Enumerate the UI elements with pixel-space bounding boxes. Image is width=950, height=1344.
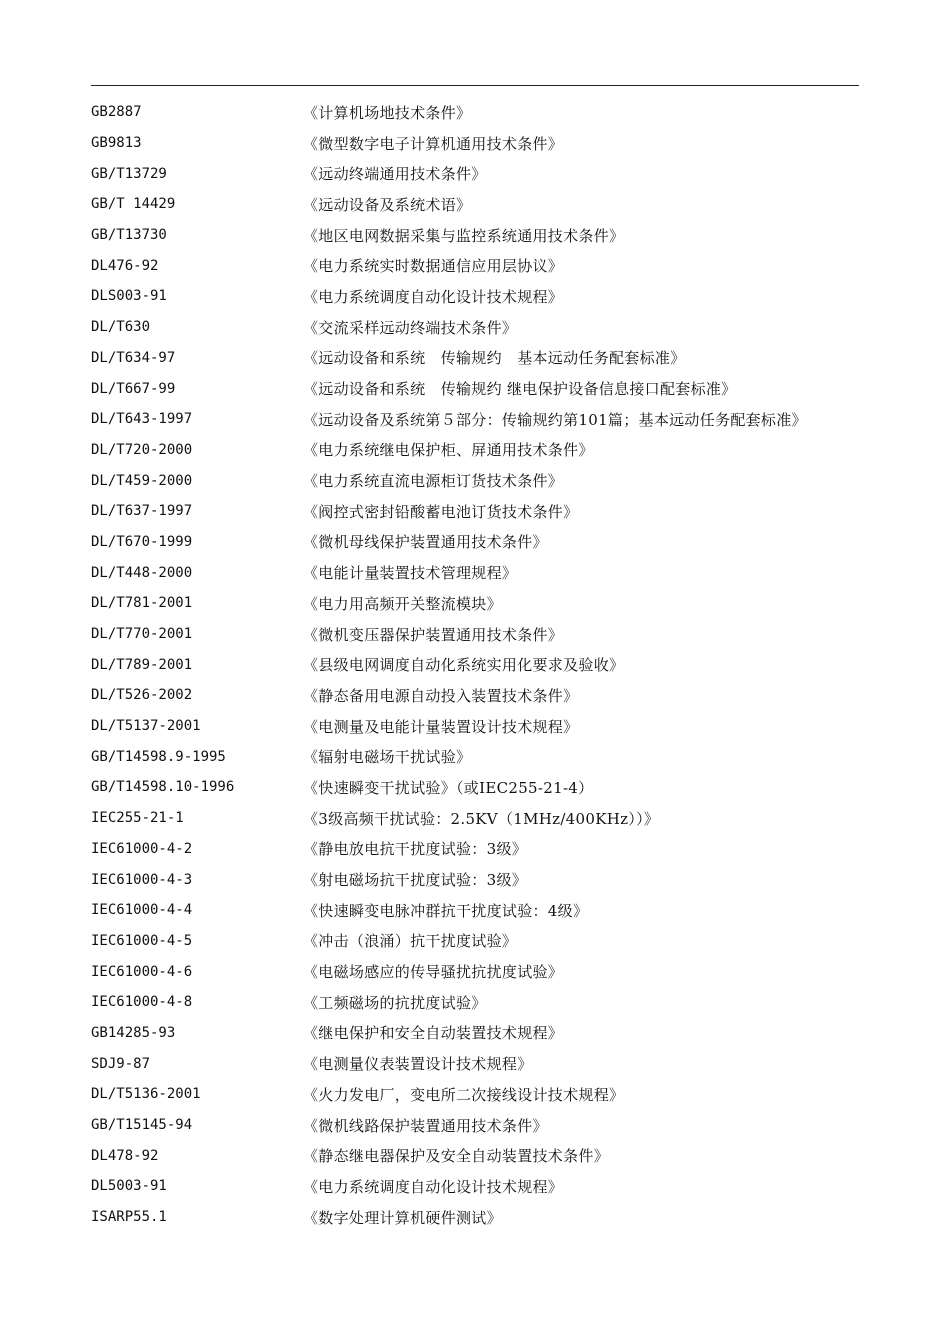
standard-code: IEC61000-4-4 (91, 902, 193, 919)
standard-title: 《火力发电厂，变电所二次接线设计技术规程》 (303, 1085, 625, 1104)
standard-code: DL476-92 (91, 257, 159, 274)
standard-row (91, 97, 871, 128)
standard-title: 《远动终端通用技术条件》 (303, 165, 487, 184)
standard-title: 《电磁场感应的传导骚扰抗扰度试验》 (303, 963, 564, 982)
standard-code: DL/T630 (91, 319, 151, 336)
standard-code: IEC61000-4-8 (91, 994, 193, 1011)
standard-title: 《微机线路保护装置通用技术条件》 (303, 1116, 548, 1135)
standard-code: DL5003-91 (91, 1178, 167, 1195)
standards-list (91, 97, 871, 1232)
standard-code: IEC61000-4-2 (91, 840, 193, 857)
standard-title: 《计算机场地技术条件》 (303, 103, 472, 122)
standard-title: 《远动设备和系统 传输规约 继电保护设备信息接口配套标准》 (303, 380, 737, 399)
standard-row (91, 1018, 871, 1049)
standard-row (91, 373, 871, 404)
standard-row (91, 1202, 871, 1233)
standard-title: 《微机变压器保护装置通用技术条件》 (303, 625, 564, 644)
standard-row (91, 803, 871, 834)
standard-row (91, 343, 871, 374)
standard-title: 《远动设备和系统 传输规约 基本远动任务配套标准》 (303, 349, 686, 368)
standard-row (91, 312, 871, 343)
standard-row (91, 987, 871, 1018)
standard-code: DL/T770-2001 (91, 626, 193, 643)
standard-row (91, 435, 871, 466)
standard-title: 《电测量仪表装置设计技术规程》 (303, 1055, 533, 1074)
standard-title: 《电力系统直流电源柜订货技术条件》 (303, 472, 564, 491)
standard-code: DLS003-91 (91, 288, 167, 305)
standard-title: 《快速瞬变干扰试验》（或IEC255-21-4） (303, 778, 594, 797)
standard-code: DL/T634-97 (91, 349, 176, 366)
standard-title: 《微型数字电子计算机通用技术条件》 (303, 134, 564, 153)
standard-row (91, 496, 871, 527)
standard-title: 《射电磁场抗干扰度试验：3级》 (303, 871, 528, 890)
standard-code: DL/T643-1997 (91, 411, 193, 428)
standard-title: 《电测量及电能计量装置设计技术规程》 (303, 717, 579, 736)
standard-title: 《电力系统实时数据通信应用层协议》 (303, 257, 564, 276)
standard-title: 《3级高频干扰试验：2.5KV（1MHz/400KHz））》 (303, 809, 660, 828)
standard-title: 《辐射电磁场干扰试验》 (303, 748, 472, 767)
standard-title: 《阀控式密封铅酸蓄电池订货技术条件》 (303, 502, 579, 521)
standard-title: 《静态继电器保护及安全自动装置技术条件》 (303, 1147, 610, 1166)
standard-row (91, 1048, 871, 1079)
standard-code: GB2887 (91, 104, 142, 121)
standard-code: DL/T667-99 (91, 380, 176, 397)
standard-code: DL/T781-2001 (91, 595, 193, 612)
standard-title: 《县级电网调度自动化系统实用化要求及验收》 (303, 656, 625, 675)
standard-row (91, 404, 871, 435)
standard-code: IEC61000-4-6 (91, 963, 193, 980)
standard-code: IEC255-21-1 (91, 810, 184, 827)
standard-row (91, 619, 871, 650)
standard-row (91, 680, 871, 711)
standard-row (91, 1079, 871, 1110)
standard-code: GB/T14598.10-1996 (91, 779, 235, 796)
standard-code: DL/T5136-2001 (91, 1086, 201, 1103)
standard-code: IEC61000-4-5 (91, 932, 193, 949)
standard-code: GB/T 14429 (91, 196, 176, 213)
standard-row (91, 527, 871, 558)
standard-row (91, 128, 871, 159)
standard-row (91, 864, 871, 895)
standard-row (91, 834, 871, 865)
standard-row (91, 741, 871, 772)
standard-code: DL/T789-2001 (91, 656, 193, 673)
header-rule (91, 85, 859, 86)
standard-code: DL/T637-1997 (91, 503, 193, 520)
standard-code: GB9813 (91, 135, 142, 152)
standard-code: DL/T459-2000 (91, 472, 193, 489)
standard-row (91, 926, 871, 957)
standard-row (91, 588, 871, 619)
standard-code: GB/T13729 (91, 165, 167, 182)
standard-code: GB/T13730 (91, 227, 167, 244)
standard-code: DL478-92 (91, 1147, 159, 1164)
standard-row (91, 557, 871, 588)
standard-row (91, 772, 871, 803)
standard-code: IEC61000-4-3 (91, 871, 193, 888)
standard-code: ISARP55.1 (91, 1209, 167, 1226)
standard-row (91, 1110, 871, 1141)
standard-title: 《电力系统继电保护柜、屏通用技术条件》 (303, 441, 594, 460)
standard-title: 《电能计量装置技术管理规程》 (303, 564, 518, 583)
standard-row (91, 711, 871, 742)
standard-code: GB/T14598.9-1995 (91, 748, 226, 765)
standard-row (91, 465, 871, 496)
standard-title: 《数字处理计算机硬件测试》 (303, 1208, 502, 1227)
standard-row (91, 649, 871, 680)
standard-title: 《电力系统调度自动化设计技术规程》 (303, 287, 564, 306)
standard-title: 《远动设备及系统术语》 (303, 195, 472, 214)
standard-code: GB/T15145-94 (91, 1117, 193, 1134)
standard-code: DL/T448-2000 (91, 564, 193, 581)
standard-title: 《远动设备及系统第５部分：传输规约第101篇；基本远动任务配套标准》 (303, 410, 807, 429)
standard-title: 《静态备用电源自动投入装置技术条件》 (303, 686, 579, 705)
standard-row (91, 220, 871, 251)
standard-code: DL/T5137-2001 (91, 718, 201, 735)
standard-title: 《交流采样远动终端技术条件》 (303, 318, 518, 337)
standard-row (91, 281, 871, 312)
standard-row (91, 1171, 871, 1202)
standard-title: 《电力用高频开关整流模块》 (303, 594, 502, 613)
standard-row (91, 158, 871, 189)
standard-title: 《工频磁场的抗扰度试验》 (303, 993, 487, 1012)
standard-row (91, 956, 871, 987)
standard-title: 《快速瞬变电脉冲群抗干扰度试验：4级》 (303, 901, 589, 920)
standard-title: 《微机母线保护装置通用技术条件》 (303, 533, 548, 552)
standard-title: 《冲击（浪涌）抗干扰度试验》 (303, 932, 518, 951)
standard-title: 《电力系统调度自动化设计技术规程》 (303, 1177, 564, 1196)
standard-title: 《继电保护和安全自动装置技术规程》 (303, 1024, 564, 1043)
standard-code: GB14285-93 (91, 1024, 176, 1041)
standard-code: DL/T670-1999 (91, 533, 193, 550)
standard-row (91, 250, 871, 281)
standard-title: 《地区电网数据采集与监控系统通用技术条件》 (303, 226, 625, 245)
standard-code: DL/T526-2002 (91, 687, 193, 704)
standard-code: DL/T720-2000 (91, 441, 193, 458)
standard-row (91, 895, 871, 926)
standard-row (91, 1140, 871, 1171)
standard-code: SDJ9-87 (91, 1055, 151, 1072)
standard-title: 《静电放电抗干扰度试验：3级》 (303, 840, 528, 859)
standard-row (91, 189, 871, 220)
